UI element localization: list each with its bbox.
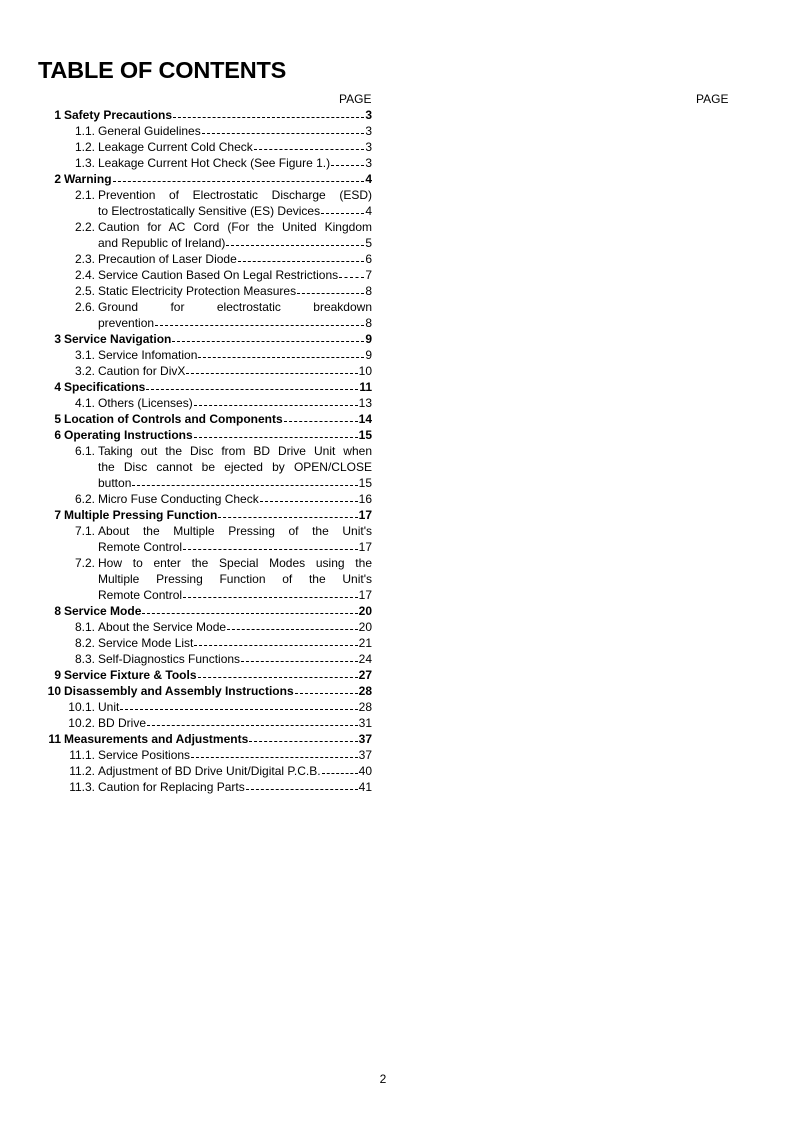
- toc-entry-page: 6: [365, 252, 372, 266]
- toc-entry-title: Remote Control: [98, 540, 183, 554]
- toc-entry-page: 3: [365, 124, 372, 138]
- toc-entry-title-line: [98, 763, 372, 779]
- toc-entry-number: 1: [54, 108, 61, 122]
- toc-entry-page: 37: [358, 748, 372, 762]
- toc-entry-title-line: [64, 427, 372, 443]
- toc-chapter-row: [0, 667, 793, 683]
- toc-entry-title-line: [98, 587, 372, 603]
- toc-section-row: [0, 523, 793, 539]
- toc-chapter-row: [0, 171, 793, 187]
- toc-entry-page: 17: [358, 540, 372, 554]
- table-of-contents: [0, 107, 793, 795]
- toc-entry-number: 2.5.: [74, 284, 95, 298]
- toc-entry-page: 14: [358, 412, 372, 426]
- toc-entry-title: Service Mode: [64, 604, 142, 618]
- dot-leader: [297, 293, 364, 294]
- toc-entry-number: 7: [54, 508, 61, 522]
- toc-section-row: [0, 139, 793, 155]
- toc-entry-title: to Electrostatically Sensitive (ES) Devices: [98, 204, 321, 218]
- toc-section-row: [0, 155, 793, 171]
- toc-entry-title-line: [98, 283, 372, 299]
- dot-leader: [191, 757, 358, 758]
- toc-entry-title-line: [98, 715, 372, 731]
- toc-entry-title-line: [98, 299, 372, 315]
- toc-entry-title: Taking out the Disc from BD Drive Unit when: [98, 444, 372, 458]
- toc-chapter-row: [0, 427, 793, 443]
- toc-entry-page: 31: [358, 716, 372, 730]
- dot-leader: [194, 405, 358, 406]
- toc-entry-title: Leakage Current Cold Check: [98, 140, 253, 154]
- toc-entry-page: 4: [365, 172, 372, 186]
- toc-entry-number: 10: [47, 684, 61, 698]
- toc-entry-number: 6.2.: [74, 492, 95, 506]
- toc-entry-title: Disassembly and Assembly Instructions: [64, 684, 294, 698]
- toc-entry-page: 16: [358, 492, 372, 506]
- toc-section-row: [0, 747, 793, 763]
- toc-section-row: [0, 555, 793, 571]
- dot-leader: [172, 341, 364, 342]
- toc-section-row: [0, 635, 793, 651]
- toc-entry-number: 6: [54, 428, 61, 442]
- toc-entry-number: 1.2.: [74, 140, 95, 154]
- toc-entry-title: Micro Fuse Conducting Check: [98, 492, 259, 506]
- toc-entry-title: Multiple Pressing Function of the Unit's: [98, 572, 372, 586]
- toc-section-row: [0, 715, 793, 731]
- toc-section-row: [0, 763, 793, 779]
- toc-entry-title-line: [64, 731, 372, 747]
- page-column-heading-left: PAGE: [339, 92, 372, 106]
- toc-entry-title-line: [98, 123, 372, 139]
- toc-entry-page: 8: [365, 316, 372, 330]
- toc-entry-title-line: [64, 411, 372, 427]
- toc-entry-page: 28: [358, 700, 372, 714]
- toc-chapter-row: [0, 411, 793, 427]
- toc-entry-title: Service Navigation: [64, 332, 172, 346]
- toc-entry-title-line: [98, 443, 372, 459]
- toc-entry-number: 7.2.: [74, 556, 95, 570]
- toc-entry-title: prevention: [98, 316, 155, 330]
- toc-section-row: [0, 619, 793, 635]
- toc-entry-number: 3: [54, 332, 61, 346]
- toc-entry-page: 9: [365, 348, 372, 362]
- toc-entry-page: 15: [358, 428, 372, 442]
- toc-entry-title: Measurements and Adjustments: [64, 732, 249, 746]
- toc-entry-page: 7: [365, 268, 372, 282]
- page-title: TABLE OF CONTENTS: [38, 57, 287, 83]
- dot-leader: [322, 773, 358, 774]
- toc-entry-title-line: [98, 219, 372, 235]
- dot-leader: [260, 501, 358, 502]
- toc-section-row: [0, 587, 793, 603]
- dot-leader: [120, 709, 357, 710]
- dot-leader: [183, 597, 358, 598]
- toc-section-row: [0, 491, 793, 507]
- toc-entry-title-line: [64, 603, 372, 619]
- dot-leader: [132, 485, 357, 486]
- toc-entry-title: Service Mode List: [98, 636, 194, 650]
- toc-entry-title: and Republic of Ireland): [98, 236, 226, 250]
- toc-entry-title-line: [98, 203, 372, 219]
- dot-leader: [146, 389, 358, 390]
- toc-entry-number: 3.1.: [74, 348, 95, 362]
- dot-leader: [113, 181, 365, 182]
- toc-entry-title: Service Caution Based On Legal Restrictions: [98, 268, 339, 282]
- toc-entry-page: 3: [365, 108, 372, 122]
- dot-leader: [249, 741, 357, 742]
- toc-chapter-row: [0, 507, 793, 523]
- toc-entry-number: 2.6.: [74, 300, 95, 314]
- toc-entry-title-line: [98, 315, 372, 331]
- toc-section-row: [0, 315, 793, 331]
- toc-entry-title: Service Positions: [98, 748, 191, 762]
- dot-leader: [183, 549, 358, 550]
- toc-entry-title-line: [98, 555, 372, 571]
- toc-section-row: [0, 571, 793, 587]
- toc-entry-number: 8.2.: [74, 636, 95, 650]
- toc-entry-number: 11.3.: [69, 780, 95, 794]
- toc-entry-title: Service Infomation: [98, 348, 198, 362]
- toc-entry-number: 5: [54, 412, 61, 426]
- toc-entry-page: 8: [365, 284, 372, 298]
- toc-entry-number: 2.2.: [74, 220, 95, 234]
- toc-entry-title: BD Drive: [98, 716, 147, 730]
- toc-chapter-row: [0, 603, 793, 619]
- toc-entry-number: 2.4.: [74, 268, 95, 282]
- toc-section-row: [0, 699, 793, 715]
- toc-section-row: [0, 219, 793, 235]
- toc-chapter-row: [0, 107, 793, 123]
- toc-entry-title: Ground for electrostatic breakdown: [98, 300, 372, 314]
- toc-chapter-row: [0, 683, 793, 699]
- toc-entry-number: 2: [54, 172, 61, 186]
- toc-section-row: [0, 123, 793, 139]
- toc-chapter-row: [0, 379, 793, 395]
- toc-section-row: [0, 203, 793, 219]
- toc-entry-title: Safety Precautions: [64, 108, 173, 122]
- toc-section-row: [0, 459, 793, 475]
- dot-leader: [198, 357, 364, 358]
- toc-entry-title-line: [98, 395, 372, 411]
- toc-entry-title-line: [98, 139, 372, 155]
- dot-leader: [218, 517, 357, 518]
- dot-leader: [331, 165, 364, 166]
- toc-entry-title-line: [98, 523, 372, 539]
- toc-entry-number: 2.1.: [74, 188, 95, 202]
- toc-entry-title-line: [98, 155, 372, 171]
- toc-entry-number: 11: [48, 732, 61, 746]
- toc-entry-page: 9: [365, 332, 372, 346]
- toc-section-row: [0, 283, 793, 299]
- toc-entry-title-line: [98, 635, 372, 651]
- toc-section-row: [0, 267, 793, 283]
- toc-section-row: [0, 443, 793, 459]
- toc-entry-title: Operating Instructions: [64, 428, 193, 442]
- toc-entry-title-line: [98, 571, 372, 587]
- dot-leader: [226, 245, 364, 246]
- dot-leader: [194, 437, 358, 438]
- toc-entry-page: 17: [358, 588, 372, 602]
- toc-entry-number: 6.1.: [74, 444, 95, 458]
- footer-page-number: 2: [379, 1072, 387, 1086]
- toc-entry-title-line: [64, 379, 372, 395]
- toc-entry-number: 8.1.: [74, 620, 95, 634]
- toc-entry-title-line: [98, 779, 372, 795]
- toc-entry-title-line: [98, 475, 372, 491]
- toc-entry-number: 1.3.: [74, 156, 95, 170]
- toc-entry-title: Remote Control: [98, 588, 183, 602]
- toc-entry-number: 4.1.: [74, 396, 95, 410]
- toc-entry-title: button: [98, 476, 132, 490]
- toc-entry-page: 28: [358, 684, 372, 698]
- dot-leader: [147, 725, 358, 726]
- toc-entry-title: Multiple Pressing Function: [64, 508, 218, 522]
- toc-entry-title: General Guidelines: [98, 124, 201, 138]
- toc-section-row: [0, 363, 793, 379]
- toc-entry-page: 21: [358, 636, 372, 650]
- dot-leader: [295, 693, 358, 694]
- toc-entry-page: 13: [358, 396, 372, 410]
- toc-entry-page: 3: [365, 156, 372, 170]
- toc-entry-page: 3: [365, 140, 372, 154]
- dot-leader: [173, 117, 364, 118]
- dot-leader: [142, 613, 357, 614]
- dot-leader: [198, 677, 358, 678]
- toc-entry-number: 11.1.: [69, 748, 95, 762]
- dot-leader: [194, 645, 357, 646]
- toc-entry-title-line: [98, 619, 372, 635]
- dot-leader: [155, 325, 364, 326]
- toc-entry-page: 20: [358, 604, 372, 618]
- toc-entry-page: 15: [358, 476, 372, 490]
- toc-entry-page: 41: [358, 780, 372, 794]
- toc-entry-number: 3.2.: [74, 364, 95, 378]
- page-column-heading-right: PAGE: [696, 92, 729, 106]
- toc-entry-title: the Disc cannot be ejected by OPEN/CLOSE: [98, 460, 372, 474]
- dot-leader: [321, 213, 364, 214]
- toc-section-row: [0, 187, 793, 203]
- toc-section-row: [0, 539, 793, 555]
- toc-section-row: [0, 475, 793, 491]
- dot-leader: [241, 661, 358, 662]
- toc-chapter-row: [0, 731, 793, 747]
- toc-entry-title-line: [64, 331, 372, 347]
- toc-entry-page: 40: [358, 764, 372, 778]
- toc-entry-number: 8.3.: [74, 652, 95, 666]
- dot-leader: [202, 133, 365, 134]
- toc-entry-title: Static Electricity Protection Measures: [98, 284, 297, 298]
- toc-section-row: [0, 651, 793, 667]
- toc-entry-title: Others (Licenses): [98, 396, 193, 410]
- toc-entry-title-line: [98, 747, 372, 763]
- toc-entry-title: Service Fixture & Tools: [64, 668, 197, 682]
- toc-entry-title: Warning: [64, 172, 112, 186]
- toc-entry-page: 11: [359, 380, 372, 394]
- toc-entry-number: 1.1.: [74, 124, 95, 138]
- toc-entry-number: 2.3.: [74, 252, 95, 266]
- toc-entry-number: 9: [54, 668, 61, 682]
- toc-entry-title: About the Service Mode: [98, 620, 227, 634]
- toc-section-row: [0, 299, 793, 315]
- toc-section-row: [0, 251, 793, 267]
- toc-entry-title: Specifications: [64, 380, 146, 394]
- toc-entry-page: 37: [358, 732, 372, 746]
- toc-entry-title: Unit: [98, 700, 120, 714]
- toc-entry-title: How to enter the Special Modes using the: [98, 556, 372, 570]
- toc-entry-number: 7.1.: [74, 524, 95, 538]
- toc-entry-title: Precaution of Laser Diode: [98, 252, 237, 266]
- toc-section-row: [0, 395, 793, 411]
- toc-entry-title-line: [64, 683, 372, 699]
- toc-entry-title-line: [98, 235, 372, 251]
- toc-entry-title: Caution for DivX: [98, 364, 186, 378]
- toc-entry-title-line: [98, 699, 372, 715]
- toc-entry-title: Caution for Replacing Parts: [98, 780, 245, 794]
- toc-section-row: [0, 235, 793, 251]
- dot-leader: [284, 421, 358, 422]
- toc-entry-title-line: [98, 187, 372, 203]
- toc-entry-page: 17: [358, 508, 372, 522]
- toc-entry-title: Location of Controls and Components: [64, 412, 283, 426]
- toc-entry-title-line: [98, 491, 372, 507]
- dot-leader: [339, 277, 364, 278]
- toc-section-row: [0, 347, 793, 363]
- toc-entry-title-line: [98, 459, 372, 475]
- toc-section-row: [0, 779, 793, 795]
- dot-leader: [254, 149, 365, 150]
- toc-entry-title: About the Multiple Pressing of the Unit's: [98, 524, 372, 538]
- toc-entry-number: 10.2.: [68, 716, 95, 730]
- toc-chapter-row: [0, 331, 793, 347]
- toc-entry-page: 4: [365, 204, 372, 218]
- toc-entry-page: 20: [358, 620, 372, 634]
- toc-entry-number: 10.1.: [68, 700, 95, 714]
- toc-entry-title-line: [98, 251, 372, 267]
- dot-leader: [246, 789, 358, 790]
- toc-entry-title: Adjustment of BD Drive Unit/Digital P.C.B.: [98, 764, 321, 778]
- toc-entry-title-line: [98, 539, 372, 555]
- dot-leader: [186, 373, 357, 374]
- toc-entry-page: 5: [365, 236, 372, 250]
- toc-entry-title-line: [98, 347, 372, 363]
- toc-entry-title: Caution for AC Cord (For the United Kingdom: [98, 220, 372, 234]
- dot-leader: [227, 629, 358, 630]
- toc-entry-number: 8: [54, 604, 61, 618]
- toc-entry-title: Prevention of Electrostatic Discharge (ESD): [98, 188, 372, 202]
- toc-entry-title-line: [64, 107, 372, 123]
- toc-entry-title-line: [64, 171, 372, 187]
- toc-entry-title-line: [98, 267, 372, 283]
- toc-entry-title-line: [64, 667, 372, 683]
- toc-entry-title-line: [98, 363, 372, 379]
- toc-entry-title-line: [64, 507, 372, 523]
- toc-entry-page: 27: [358, 668, 372, 682]
- toc-entry-title-line: [98, 651, 372, 667]
- toc-entry-page: 10: [358, 364, 372, 378]
- dot-leader: [238, 261, 365, 262]
- toc-entry-number: 11.2.: [69, 764, 95, 778]
- toc-entry-title: Self-Diagnostics Functions: [98, 652, 241, 666]
- toc-entry-page: 24: [358, 652, 372, 666]
- toc-entry-title: Leakage Current Hot Check (See Figure 1.): [98, 156, 331, 170]
- toc-entry-number: 4: [54, 380, 61, 394]
